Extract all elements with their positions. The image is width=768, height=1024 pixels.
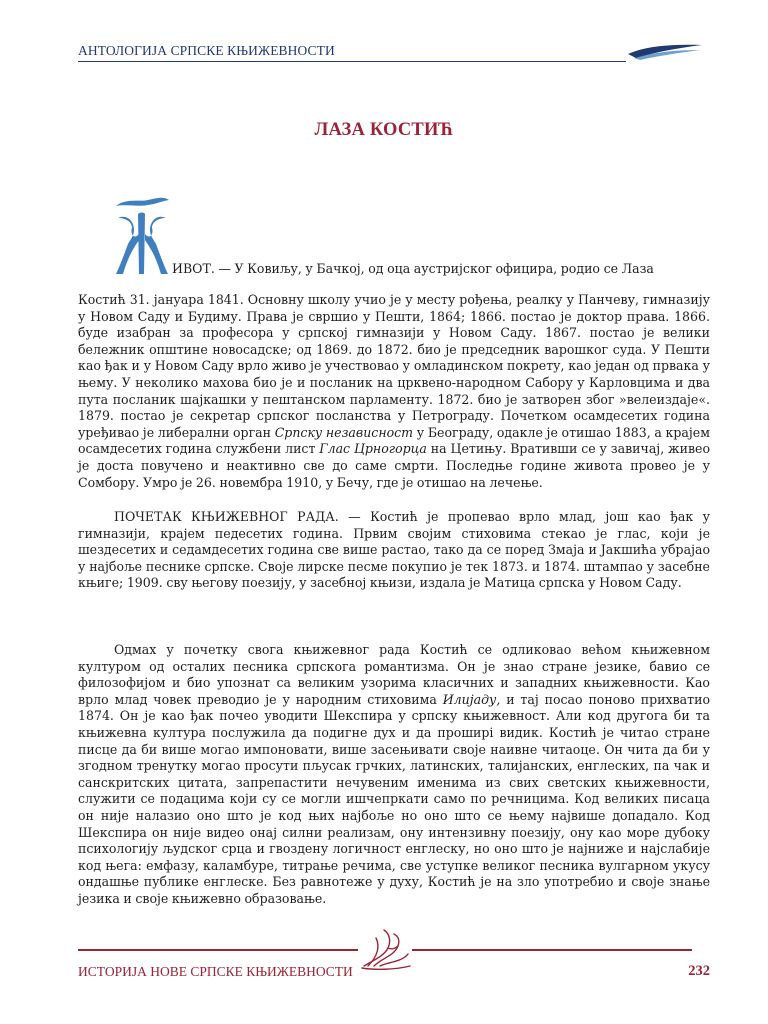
paragraph-literary-culture xyxy=(78,642,710,908)
italic-title: Српску независност xyxy=(274,424,414,440)
floral-ornament-icon xyxy=(354,926,416,972)
paragraph-text: Костић 31. јануара 1841. Основну школу учио је у месту рођења, реалку у Панчеву, гимназију у Новом Саду и Будиму. Права је свршио у Пешти, 1864; 1866. постао је доктор права. 1866. буде изабран за професора у српској гимназији у Новом Саду. 1867. постао је велики бележник општине новосадске; од 1869. до 1872. био је председник варошког суда. У Пешти као ђак и у Новом Саду врло живо је учествовао у омладинском покрету, као један од првака у њему. У неколико махова био је и посланик на црквено-народном Сабору у Карловцима и два пута посланик шајкашки у пештанском парламенту. 1872. био је затворен због »велеиздаје«. 1879. постао је секретар српског посланства у Петрограду. Почетком осамдесетих година уређивао је либерални орган xyxy=(78,292,710,440)
italic-title: Глас Црногорца xyxy=(319,441,427,457)
paragraph-text: ПОЧЕТАК КЊИЖЕВНОГ РАДА. — Костић је пропевао врло млад, још као ђак у гимназији, крајем педесетих година. Првим својим стиховима стекао је глас, који је шездесетих и седамдесетих година све више растао, тако да се поред Змаја и Јакшића убрајао у најбоље песнике српске. Своје лирске песме покупио је тек 1873. и 1874. штампао у засебне књиге; 1909. сву његову поезију, у засебној књизи, издала је Матица српска у Новом Саду. xyxy=(78,509,710,591)
first-line-text: ИВОТ. — У Ковиљу, у Бачкој, од оца аустријског официра, родио се Лаза xyxy=(172,261,654,276)
header-title: АНТОЛОГИЈА СРПСКЕ КЊИЖЕВНОСТИ xyxy=(78,43,335,58)
italic-title: Илијаду, xyxy=(442,691,501,707)
paragraph-text: и тај посао поново прихватио 1874. Он је као ђак почео уводити Шекспира у српску књижевност. Али код другога би та књижевна култура послужила да подигне дух и да проширі видик. Костић је читао стране писце да би више могао импоновати, више засењивати своје наивне читаоце. Он чита да би у згодном тренутку могао просути пљусак грчких, латинских, талијанских, енглеских, па чак и санскритских цитата, запрепастити нечувеним именима из свих светских књижевности, служити се подацима који су се могли ишчепркати само по речницима. Код великих писаца он није налазио оно што је код њих најбоље но оно што се њему највише допадало. Код Шекспира он није видео онај силни реализам, ону интензивну поезију, ону као море дубоку психологију људског срца и гвоздену логичност енглеску, но оно што је најниже и најслабије код њега: емфазу, каламбуре, титрање речима, све уступке великог песника вулгарном укусу ондашње публике енглеске. Без равнотеже у духу, Костић је на зло употребио и своје знање језика и своје књижевно образовање. xyxy=(78,691,710,906)
paragraph-text: на Цетињу. Вративши се у завичај, живео је доста повучено и неактивно све до саме смрти. Последње године живота провео је у Сомбору. Умро је 26. новембра 1910, у Бечу, где је отишао на лечење. xyxy=(78,441,710,490)
page-title: ЛАЗА КОСТИЋ xyxy=(314,120,454,140)
paragraph-biography xyxy=(78,292,710,491)
footer-rule-right xyxy=(412,949,692,951)
footer-title: ИСТОРИЈА НОВЕ СРПСКЕ КЊИЖЕВНОСТИ xyxy=(78,964,353,979)
dropcap-letter-icon xyxy=(112,196,172,278)
running-header xyxy=(78,41,626,62)
page-number: 232 xyxy=(688,963,710,979)
paragraph-text: у Београду, одакле је отишао 1883, а крајем осамдесетих година службени лист xyxy=(78,424,710,457)
paragraph-text: Одмах у почетку свога књижевног рада Костић се одликовао већом књижевном културом од осталих песника српскога романтизма. Он је знао стране језике, бавио се филозофијом и био упознат са великим узорима класичних и западних књижевности. Као врло млад човек преводио је у народним стиховима xyxy=(78,642,710,707)
paragraph-literary-beginning xyxy=(78,509,710,592)
footer-rule-left xyxy=(78,949,358,951)
swoosh-ornament-icon xyxy=(626,36,704,62)
